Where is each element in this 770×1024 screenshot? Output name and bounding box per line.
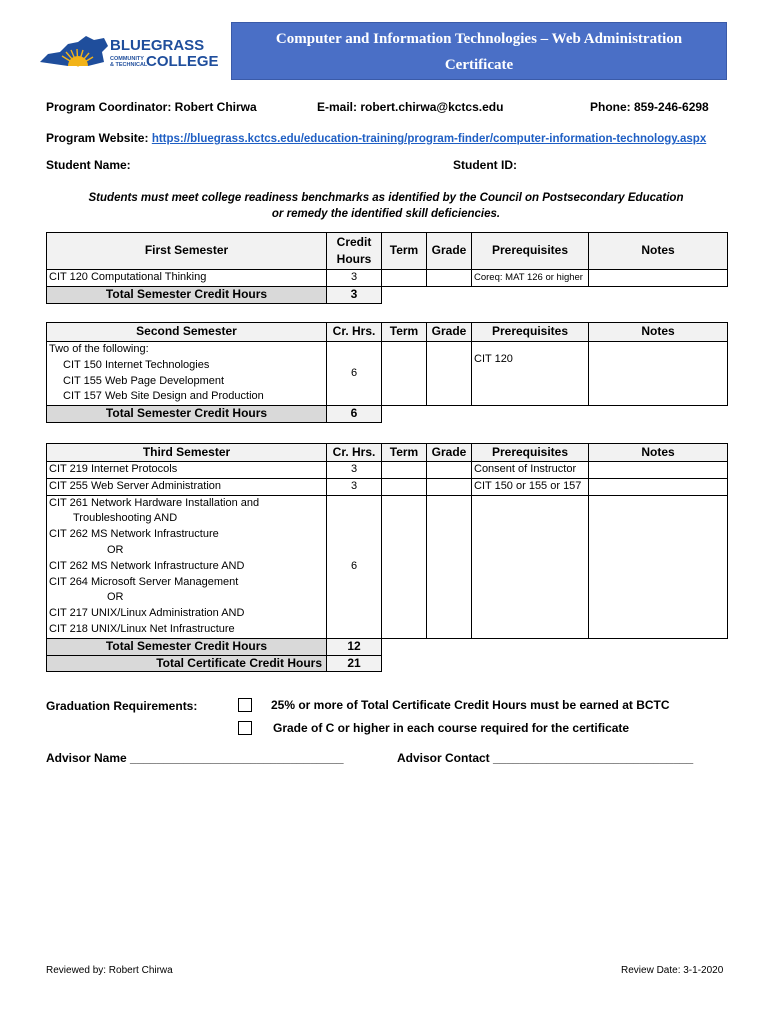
student-name-label: Student Name: xyxy=(46,158,131,172)
website-label: Program Website: xyxy=(46,131,149,145)
semester-total-value: 6 xyxy=(327,406,382,423)
header-credit-hours: Credit Hours xyxy=(327,233,382,270)
header-term: Term xyxy=(382,444,427,462)
header-cr-hrs: Cr. Hrs. xyxy=(327,323,382,342)
header-notes: Notes xyxy=(589,233,728,270)
title-line2: Certificate xyxy=(444,57,514,73)
logo-small1: COMMUNITY xyxy=(110,56,144,62)
notes-cell xyxy=(589,270,728,287)
logo-small2: & TECHNICAL xyxy=(110,62,148,68)
header-course: Second Semester xyxy=(47,323,327,342)
course-cell: CIT 219 Internet Protocols xyxy=(47,462,327,479)
term-cell xyxy=(382,495,427,638)
program-website xyxy=(46,131,706,145)
prereq-cell: Consent of Instructor xyxy=(472,462,589,479)
readiness-notice xyxy=(46,190,726,222)
hours-cell: 3 xyxy=(327,270,382,287)
requirement2-checkbox[interactable] xyxy=(238,721,252,735)
first-semester-table xyxy=(46,232,728,304)
semester-total-label: Total Semester Credit Hours xyxy=(47,638,327,655)
requirement1-text: 25% or more of Total Certificate Credit Hours must be earned at BCTC xyxy=(271,698,670,712)
course-cell: CIT 120 Computational Thinking xyxy=(47,270,327,287)
grade-cell xyxy=(427,478,472,495)
semester-total-value: 12 xyxy=(327,638,382,655)
semester-total-label: Total Semester Credit Hours xyxy=(47,406,327,423)
student-id-label: Student ID: xyxy=(453,158,517,172)
table-row xyxy=(47,270,728,287)
requirement2-text: Grade of C or higher in each course required for the certificate xyxy=(273,721,630,735)
header-notes: Notes xyxy=(589,444,728,462)
table-row xyxy=(47,342,728,406)
header-grade: Grade xyxy=(427,444,472,462)
certificate-total-label: Total Certificate Credit Hours xyxy=(47,655,327,672)
prereq-cell: CIT 120 xyxy=(472,342,589,406)
certificate-title xyxy=(231,22,727,80)
grade-cell xyxy=(427,342,472,406)
course-cell: CIT 255 Web Server Administration xyxy=(47,478,327,495)
advisor-contact-field[interactable]: Advisor Contact ______________________________ xyxy=(397,751,694,765)
notes-cell xyxy=(589,342,728,406)
table-row xyxy=(47,462,728,479)
coordinator-email: E-mail: robert.chirwa@kctcs.edu xyxy=(317,100,504,114)
grade-cell xyxy=(427,270,472,287)
prereq-cell xyxy=(472,495,589,638)
graduation-requirements-label: Graduation Requirements: xyxy=(46,699,198,713)
coordinator-phone: Phone: 859-246-6298 xyxy=(590,100,709,114)
notice-line1: Students must meet college readiness benchmarks as identified by the Council on Postsecondary Education xyxy=(88,192,684,204)
bluegrass-logo-icon xyxy=(38,32,219,72)
header-term: Term xyxy=(382,323,427,342)
course-cell: Two of the following: CIT 150 Internet Technologies CIT 155 Web Page Development CIT 157 Web Site Design and Production xyxy=(47,342,327,406)
semester-total-value: 3 xyxy=(327,286,382,303)
logo-line1: BLUEGRASS xyxy=(110,37,205,54)
term-cell xyxy=(382,270,427,287)
review-date: Review Date: 3-1-2020 xyxy=(621,965,724,976)
table-row xyxy=(47,478,728,495)
logo-line2: COLLEGE xyxy=(146,53,219,70)
program-coordinator: Program Coordinator: Robert Chirwa xyxy=(46,100,257,114)
grade-cell xyxy=(427,462,472,479)
website-link[interactable]: https://bluegrass.kctcs.edu/education-training/program-finder/computer-information-technology.aspx xyxy=(151,133,707,145)
header-course: Third Semester xyxy=(47,444,327,462)
notice-line2: or remedy the identified skill deficiencies. xyxy=(271,208,501,220)
notes-cell xyxy=(589,478,728,495)
term-cell xyxy=(382,462,427,479)
third-semester-table xyxy=(46,443,728,672)
reviewed-by: Reviewed by: Robert Chirwa xyxy=(46,965,173,976)
grade-cell xyxy=(427,495,472,638)
header-prerequisites: Prerequisites xyxy=(472,444,589,462)
notes-cell xyxy=(589,462,728,479)
table-row xyxy=(47,495,728,638)
prereq-cell: Coreq: MAT 126 or higher xyxy=(472,270,589,287)
header-cr-hrs: Cr. Hrs. xyxy=(327,444,382,462)
header-grade: Grade xyxy=(427,323,472,342)
term-cell xyxy=(382,342,427,406)
second-semester-table xyxy=(46,322,728,423)
hours-cell: 3 xyxy=(327,478,382,495)
term-cell xyxy=(382,478,427,495)
notes-cell xyxy=(589,495,728,638)
header-notes: Notes xyxy=(589,323,728,342)
hours-cell: 3 xyxy=(327,462,382,479)
course-cell: CIT 261 Network Hardware Installation and Troubleshooting AND CIT 262 MS Network Infrastructure OR CIT 262 MS Network Infrastructure AND CIT 264 Microsoft Server Management OR CIT 217 UNIX/Linux Administration AND CIT 218 UNIX/Linux Net Infrastructure xyxy=(47,495,327,638)
semester-total-label: Total Semester Credit Hours xyxy=(47,286,327,303)
header-prerequisites: Prerequisites xyxy=(472,233,589,270)
advisor-name-field[interactable]: Advisor Name ________________________________ xyxy=(46,751,344,765)
header-course: First Semester xyxy=(47,233,327,270)
hours-cell: 6 xyxy=(327,495,382,638)
header-grade: Grade xyxy=(427,233,472,270)
college-logo xyxy=(38,32,219,72)
title-line1: Computer and Information Technologies – Web Administration xyxy=(275,31,683,47)
header-prerequisites: Prerequisites xyxy=(472,323,589,342)
header-term: Term xyxy=(382,233,427,270)
hours-cell: 6 xyxy=(327,342,382,406)
requirement1-checkbox[interactable] xyxy=(238,698,252,712)
certificate-total-value: 21 xyxy=(327,655,382,672)
prereq-cell: CIT 150 or 155 or 157 xyxy=(472,478,589,495)
